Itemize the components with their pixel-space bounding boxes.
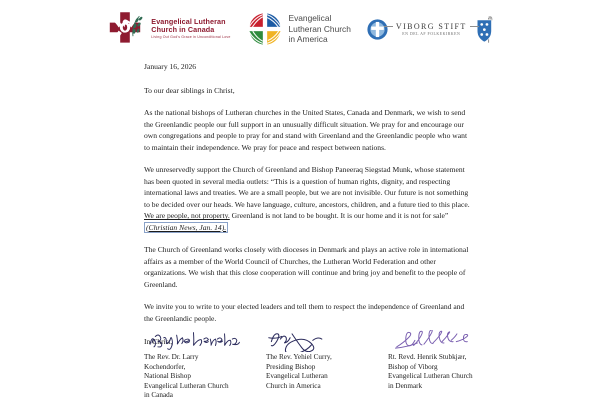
viborg-cross-icon <box>367 19 388 40</box>
viborg-subtitle: EN DEL AF FOLKEKIRKEN <box>402 32 461 37</box>
signatory-3-org-line-1: Evangelical Lutheran Church <box>388 372 473 380</box>
signatory-2-org-line-2: Church in America <box>266 381 321 390</box>
elcic-tagline: Living Out God's Grace in Unconditional Love <box>151 34 231 39</box>
signature-image-kochendorfer <box>144 330 256 352</box>
signatory-3 <box>388 330 500 401</box>
signatory-3-name: Rt. Revd. Henrik Stubkjær, <box>388 353 467 361</box>
elca-emblem-icon <box>247 11 283 47</box>
signatory-2-org-line-1: Evangelical Lutheran <box>266 372 328 380</box>
signatory-1 <box>144 330 256 401</box>
letter-body <box>0 52 600 346</box>
logo-elca <box>247 11 351 47</box>
source-citation-link[interactable]: (Christian News, Jan. 14). <box>146 222 227 232</box>
elca-name-line-1: Evangelical <box>288 13 332 24</box>
logo-viborg-stift <box>367 14 495 44</box>
signatory-1-name: The Rev. Dr. Larry <box>144 353 199 361</box>
signatory-1-org-line-1: Evangelical Lutheran Church <box>144 381 229 390</box>
signature-image-stubkjaer <box>388 330 500 352</box>
elcic-name-line-1: Evangelical Lutheran <box>151 17 226 27</box>
letterhead <box>0 0 600 52</box>
letter-salutation: To our dear siblings in Christ, <box>144 86 235 95</box>
elcic-name-line-2: Church in Canada <box>151 25 215 35</box>
signatory-1-org-line-2: in Canada <box>144 391 173 399</box>
signature-block <box>144 330 500 401</box>
elcic-emblem-icon <box>105 9 145 49</box>
paragraph-2-emphasis: We are people, not property. <box>144 211 230 221</box>
paragraph-2-text-b: Greenland is not land to be bought. It is our home and it is not for sale” <box>229 211 449 221</box>
viborg-title: VIBORG STIFT <box>393 22 470 31</box>
signature-image-curry <box>266 330 378 352</box>
paragraph-2-text-a: We unreservedly support the Church of Greenland and Bishop Paneeraq Siegstad Munk, whose statement has been quoted in several media outlets: “This is a question of human rights, dignity, and respecting international laws and treaties. We are a small people, but we are not invisible. Our future is not something to be decided over our heads. We have language, culture, ancestors, children, and a future tied to this place. <box>144 165 470 209</box>
elca-name-line-2: Lutheran Church <box>288 23 351 34</box>
viborg-coat-of-arms-icon <box>475 14 495 44</box>
paragraph-4: We invite you to write to your elected leaders and tell them to respect the independence of Greenland and the Greenlandic people. <box>144 302 465 323</box>
paragraph-2 <box>144 164 472 233</box>
signatory-2-name: The Rev. Yehiel Curry, <box>266 353 332 361</box>
signatory-1-title: National Bishop <box>144 372 191 380</box>
letter-closing: In Christ, <box>144 336 173 346</box>
elca-name-line-3: in America <box>288 34 328 45</box>
logo-elcic <box>105 9 230 49</box>
signatory-3-org-line-2: in Denmark <box>388 381 423 390</box>
signatory-2-title: Presiding Bishop <box>266 362 316 371</box>
signatory-3-title: Bishop of Viborg <box>388 362 438 371</box>
signatory-2 <box>266 330 378 401</box>
signatory-1-name-cont: Kochendorfer, <box>144 362 186 371</box>
paragraph-1: As the national bishops of Lutheran churches in the United States, Canada and Denmark, we wish to send the Greenlandic people our full support in an unusually difficult situation. We pray for and encourage our own congregations and people to pray for and stand with Greenland and the Greenlandic people who want to maintain their independence. We pray for peace and respect between nations. <box>144 108 468 152</box>
paragraph-3: The Church of Greenland works closely with dioceses in Denmark and plays an active role in international affairs as a member of the World Council of Churches, the Lutheran World Federation and other organizations. We wish that this close cooperation will continue and bring joy and benefit to the people of Greenland. <box>144 245 469 289</box>
letter-date: January 16, 2026 <box>144 62 197 71</box>
